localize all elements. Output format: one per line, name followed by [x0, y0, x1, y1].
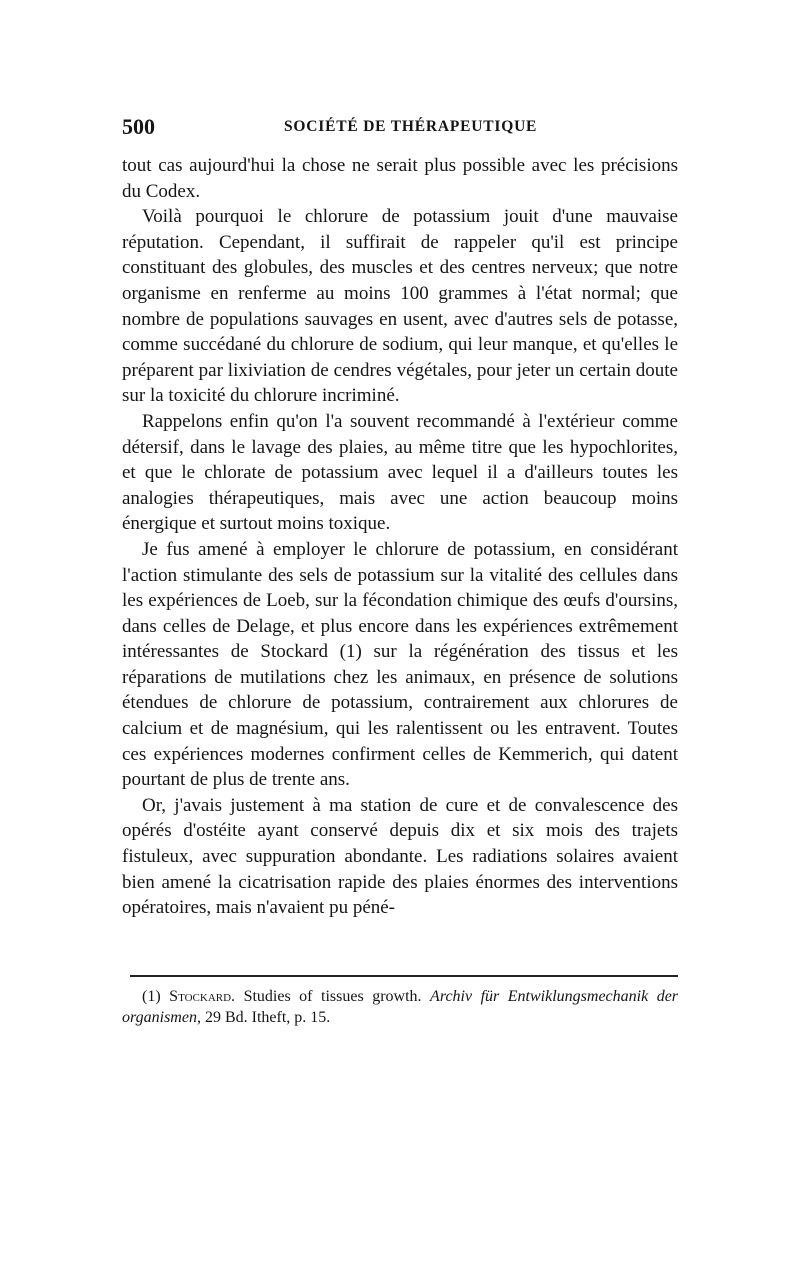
footnote-title: Studies of tissues growth. — [243, 988, 422, 1005]
body-text — [122, 153, 678, 921]
footnote-reference: 29 Bd. Itheft, p. 15. — [204, 1009, 331, 1026]
footnote-marker: (1) — [142, 988, 161, 1005]
footnote-journal: Archiv für Entwiklungsmechanik der organismen, — [122, 988, 679, 1026]
paragraph-station-cure: Or, j'avais justement à ma station de cure et de convalescence des opérés d'ostéite ayant conservé depuis dix et six mois des trajets fistuleux, avec suppuration abondante. Les radiations solaires avaient bien amené la cicatrisation rapide des plaies énormes des interventions opératoires, mais n'avaient pu péné- — [122, 794, 678, 919]
paragraph-continuation: tout cas aujourd'hui la chose ne serait plus possible avec les précisions du Codex. — [122, 155, 678, 202]
running-title: SOCIÉTÉ DE THÉRAPEUTIQUE — [284, 118, 538, 135]
page-number: 500 — [122, 114, 155, 139]
footnote — [122, 986, 678, 1028]
running-head — [122, 114, 678, 140]
footnote-rule — [130, 975, 678, 977]
paragraph-chlorure-reputation: Voilà pourquoi le chlorure de potassium jouit d'une mauvaise réputation. Cependant, il suffirait de rappeler qu'il est principe constituant des globules, des muscles et des centres nerveux; que notre organisme en renferme au moins 100 grammes à l'état normal; que nombre de populations sauvages en usent, avec d'autres sels de potasse, comme succédané du chlorure de sodium, qui leur manque, et qu'elles le préparent par lixiviation de cendres végétales, pour jeter un certain doute sur la toxicité du chlorure incriminé. — [122, 206, 678, 407]
footnote-author: Stockard. — [169, 988, 236, 1005]
paragraph-detersif: Rappelons enfin qu'on l'a souvent recommandé à l'extérieur comme détersif, dans le lavage des plaies, au même titre que les hypochlorites, et que le chlorate de potassium avec lequel il a d'ailleurs toutes les analogies thérapeutiques, mais avec une action beaucoup moins énergique et surtout moins toxique. — [122, 410, 678, 535]
paragraph-experiences: Je fus amené à employer le chlorure de potassium, en considérant l'action stimulante des sels de potassium sur la vitalité des cellules dans les expériences de Loeb, sur la fécondation chimique des œufs d'oursins, dans celles de Delage, et plus encore dans les expériences extrêmement intéressantes de Stockard (1) sur la régénération des tissus et les réparations de mutilations chez les animaux, en présence de solutions étendues de chlorure de potassium, contrairement aux chlorures de calcium et de magnésium, qui les ralentissent ou les entravent. Toutes ces expériences modernes confirment celles de Kemmerich, qui datent pourtant de plus de trente ans. — [122, 538, 678, 791]
